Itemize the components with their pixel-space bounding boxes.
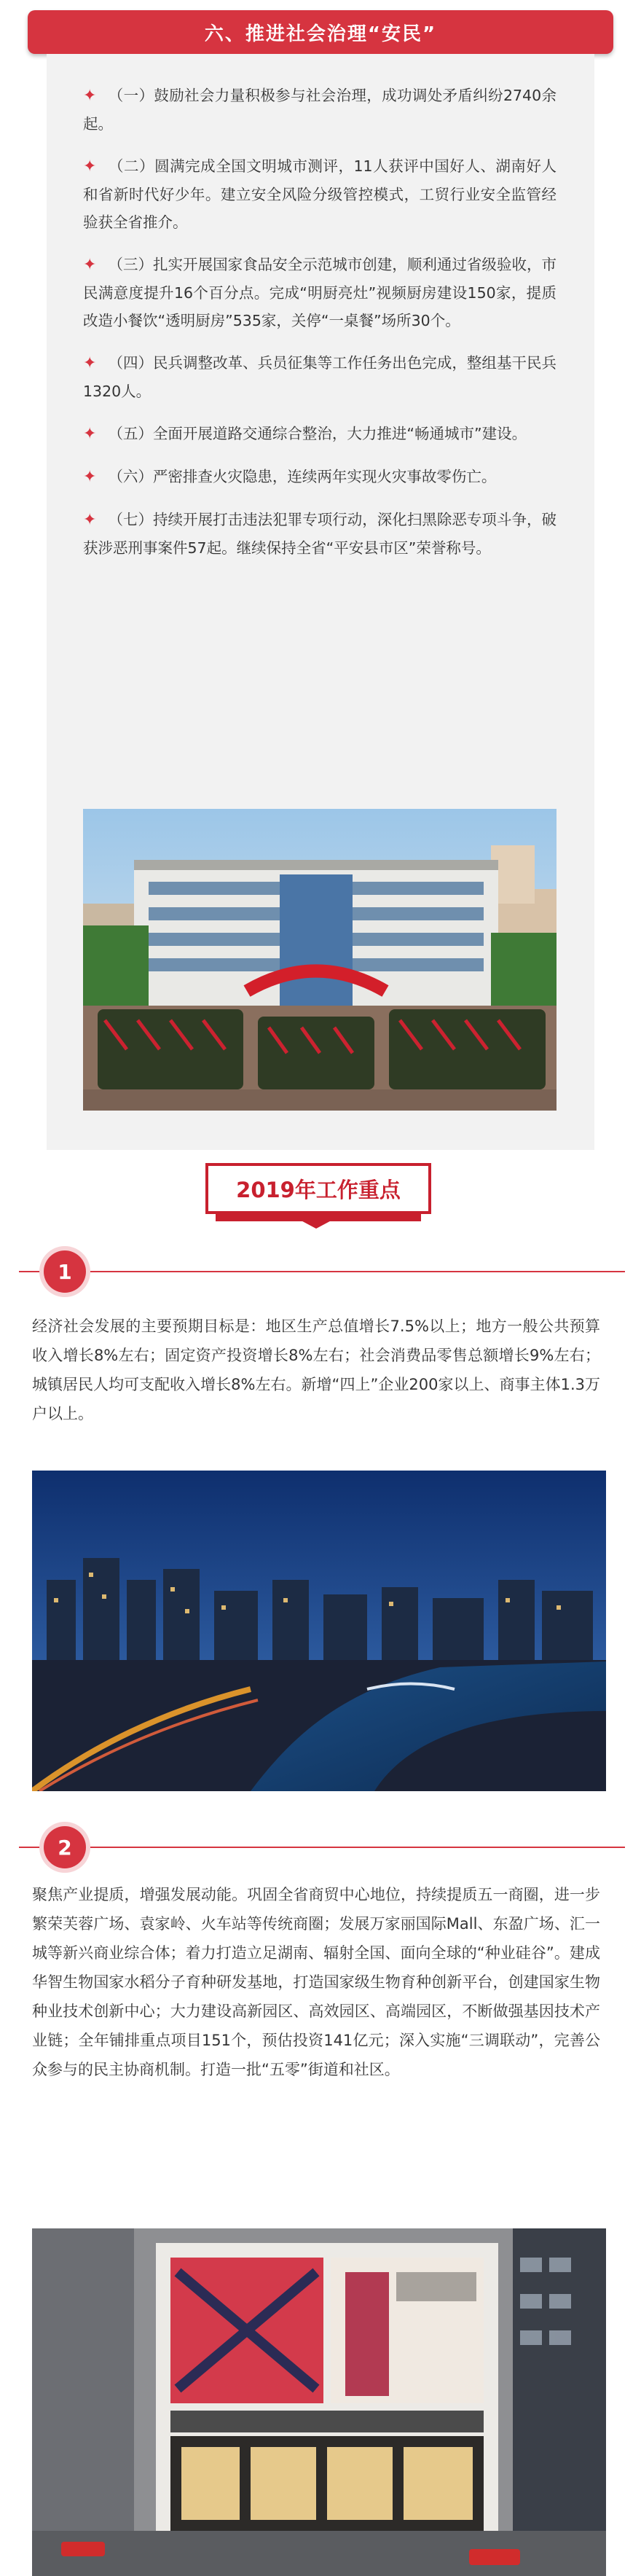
list-item (83, 420, 557, 448)
section-divider (19, 1847, 625, 1848)
key-work-banner (205, 1163, 431, 1229)
section-title-bar (28, 10, 613, 54)
section-text: 聚焦产业提质，增强发展动能。巩固全省商贸中心地位，持续提质五一商圈，进一步繁荣芙蓉广场、袁家岭、火车站等传统商圈；发展万家丽国际Mall、东盈广场、汇一城等新兴商业综合体；着力打造立足湖南、辐射全国、面向全球的“种业硅谷”。建成华智生物国家水稻分子育种研发基地，打造国家级生物育种创新平台，创建国家生物种业技术创新中心；大力建设高新园区、高效园区、高端园区，不断做强基因技术产业链；全年铺排重点项目151个，预估投资141亿元；深入实施“三调联动”，完善公众参与的民主协商机制。打造一批“五零”街道和社区。 (32, 1886, 600, 2078)
section-number: 1 (58, 1259, 72, 1284)
section-number-badge (44, 1826, 86, 1868)
list-item (83, 152, 557, 236)
item-text: （六）严密排查火灾隐患，连续两年实现火灾事故零伤亡。 (108, 468, 497, 485)
star-icon: ✦ (83, 87, 97, 105)
banner-fold (294, 1217, 338, 1229)
section-number: 2 (58, 1835, 72, 1860)
banner-title-box (205, 1163, 431, 1214)
item-text: （一）鼓励社会力量积极参与社会治理，成功调处矛盾纠纷2740余起。 (83, 87, 557, 133)
measures-list (83, 82, 557, 576)
list-item (83, 251, 557, 334)
list-item (83, 463, 557, 491)
section-number-badge (44, 1250, 86, 1293)
star-icon: ✦ (83, 511, 97, 529)
mall-street-photo (32, 2228, 606, 2576)
militia-parade-photo (83, 809, 557, 1111)
star-icon: ✦ (83, 468, 97, 486)
item-text: （七）持续开展打击违法犯罪专项行动，深化扫黑除恶专项斗争，破获涉恶刑事案件57起。继续保持全省“平安县市区”荣誉称号。 (83, 511, 557, 557)
list-item (83, 82, 557, 138)
star-icon: ✦ (83, 256, 97, 274)
item-text: （三）扎实开展国家食品安全示范城市创建，顺利通过省级验收，市民满意度提升16个百分点。完成“明厨亮灶”视频厨房建设150家，提质改造小餐饮“透明厨房”535家，关停“一桌餐”场所30个。 (83, 256, 557, 329)
list-item (83, 349, 557, 405)
section-text: 经济社会发展的主要预期目标是：地区生产总值增长7.5%以上；地方一般公共预算收入增长8%左右；固定资产投资增长8%左右；社会消费品零售总额增长9%左右；城镇居民人均可支配收入增长8%左右。新增“四上”企业200家以上、商事主体1.3万户以上。 (32, 1318, 600, 1422)
section-title: 六、推进社会治理“安民” (204, 23, 437, 45)
city-night-photo (32, 1471, 606, 1791)
item-text: （五）全面开展道路交通综合整治，大力推进“畅通城市”建设。 (108, 425, 527, 442)
list-item (83, 506, 557, 562)
banner-title: 2019年工作重点 (236, 1177, 401, 1202)
item-text: （二）圆满完成全国文明城市测评，11人获评中国好人、湖南好人和省新时代好少年。建立安全风险分级管控模式，工贸行业安全监管经验获全省推介。 (83, 157, 557, 231)
item-text: （四）民兵调整改革、兵员征集等工作任务出色完成，整组基干民兵1320人。 (83, 354, 557, 400)
section-divider (19, 1271, 625, 1272)
star-icon: ✦ (83, 354, 97, 372)
star-icon: ✦ (83, 425, 97, 443)
star-icon: ✦ (83, 157, 97, 176)
